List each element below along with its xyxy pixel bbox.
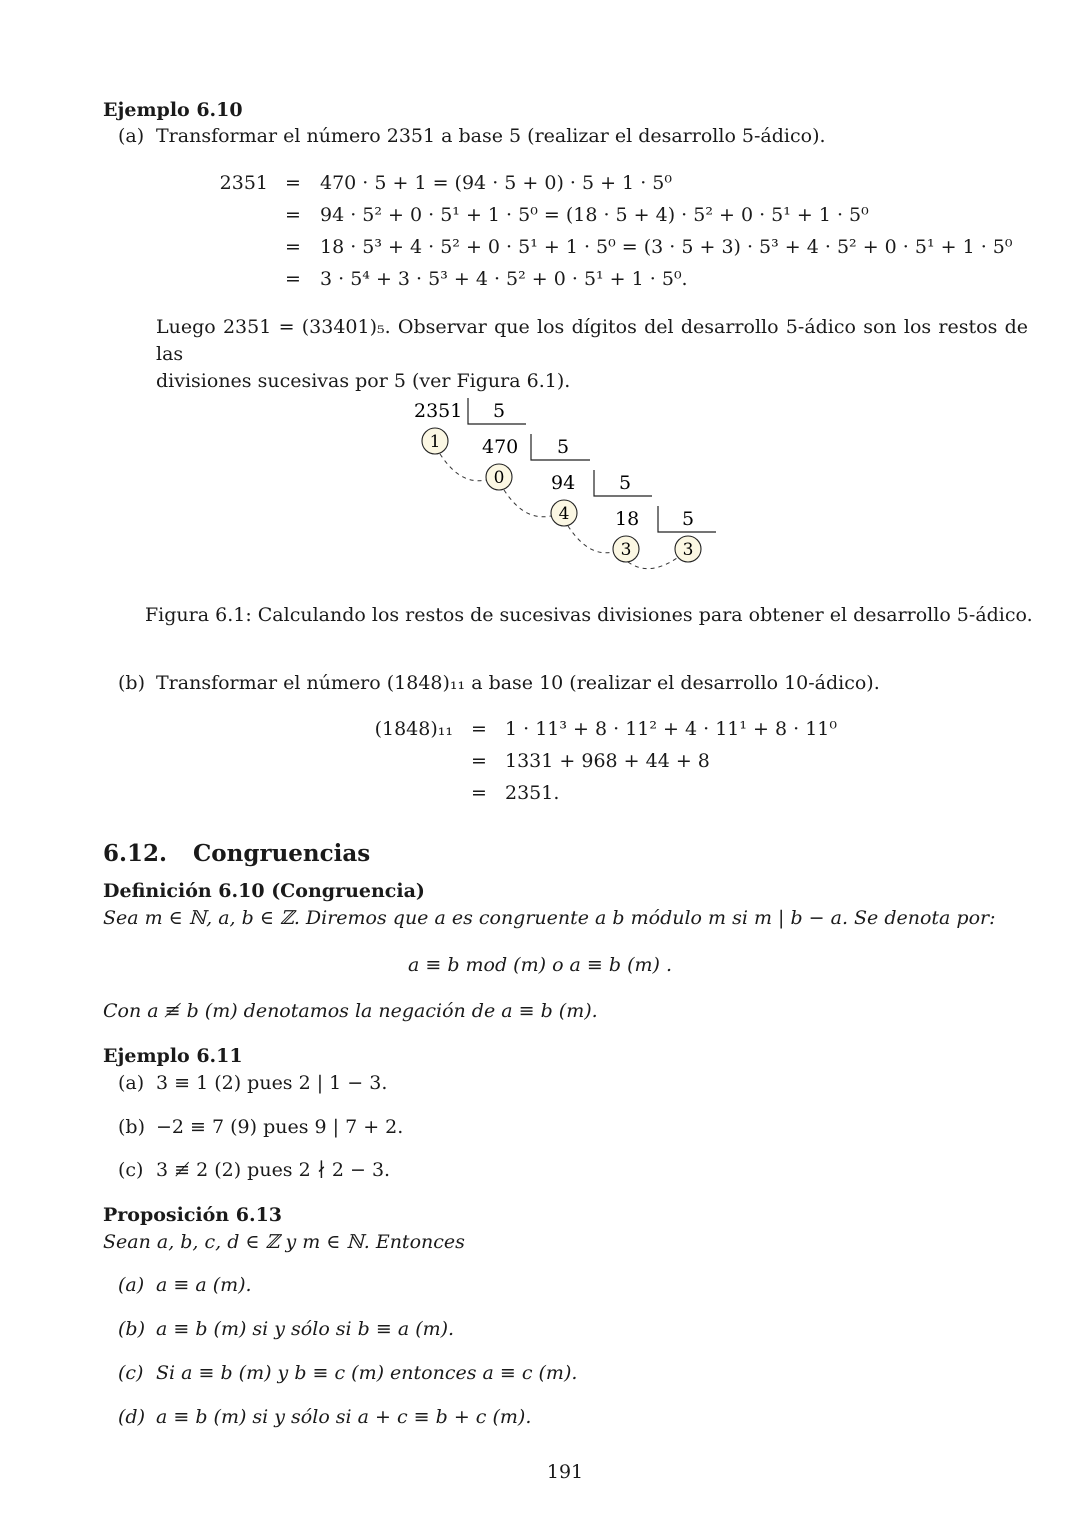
divisor-3: 5 xyxy=(619,472,632,494)
figure-caption: Figura 6.1: Calculando los restos de sucesivas divisiones para obtener el desarrollo 5-ádico. xyxy=(145,604,1033,626)
ex611-a-text: 3 ≡ 1 (2) pues 2 | 1 − 3. xyxy=(156,1072,388,1094)
ex611-b-label: (b) xyxy=(118,1116,145,1138)
eq-lhs: 2351 xyxy=(219,172,268,194)
definition-negation: Con a ≢ b (m) denotamos la negación de a ≡ b (m). xyxy=(103,1000,598,1022)
connector-4 xyxy=(628,558,677,569)
remainder-3: 4 xyxy=(558,504,570,524)
prop-d-text: a ≡ b (m) si y sólo si a + c ≡ b + c (m). xyxy=(156,1406,532,1428)
dividend-18: 18 xyxy=(615,508,640,530)
b-line-1: 1 · 11³ + 8 · 11² + 4 · 11¹ + 8 · 11⁰ xyxy=(505,718,837,740)
proposition-intro: Sean a, b, c, d ∈ ℤ y m ∈ ℕ. Entonces xyxy=(103,1231,465,1253)
part-b-label: (b) xyxy=(118,672,145,694)
eq-sign-1: = xyxy=(285,172,301,194)
definition-display: a ≡ b mod (m) o a ≡ b (m) . xyxy=(408,954,672,976)
prop-b-label: (b) xyxy=(118,1318,145,1340)
prop-a-text: a ≡ a (m). xyxy=(156,1274,252,1296)
luego-line-2: divisiones sucesivas por 5 (ver Figura 6.1). xyxy=(156,370,571,392)
connector-1 xyxy=(440,454,486,481)
prop-d-label: (d) xyxy=(118,1406,145,1428)
page-number: 191 xyxy=(546,1461,584,1483)
luego-line-1: Luego 2351 = (33401)₅. Observar que los dígitos del desarrollo 5-ádico son los restos de las xyxy=(156,316,1028,365)
b-line-3: 2351. xyxy=(505,782,560,804)
eq-sign-2: = xyxy=(285,204,301,226)
dividend-94: 94 xyxy=(551,472,576,494)
section-number: 6.12. xyxy=(103,840,168,867)
division-figure xyxy=(400,392,730,578)
definition-text: Sea m ∈ ℕ, a, b ∈ ℤ. Diremos que a es congruente a b módulo m si m | b − a. Se denota por: xyxy=(103,907,996,929)
definition-title: Definición 6.10 (Congruencia) xyxy=(103,880,425,902)
divisor-1: 5 xyxy=(493,400,506,422)
part-b-text: Transformar el número (1848)₁₁ a base 10 (realizar el desarrollo 10-ádico). xyxy=(156,672,880,694)
eq-line-2: 94 · 5² + 0 · 5¹ + 1 · 5⁰ = (18 · 5 + 4) · 5² + 0 · 5¹ + 1 · 5⁰ xyxy=(320,204,869,226)
dividend-2351: 2351 xyxy=(414,400,463,422)
divisor-2: 5 xyxy=(557,436,570,458)
eq-sign-3: = xyxy=(285,236,301,258)
b-eq-sign-2: = xyxy=(471,750,487,772)
prop-b-text: a ≡ b (m) si y sólo si b ≡ a (m). xyxy=(156,1318,455,1340)
ex611-c-text: 3 ≢ 2 (2) pues 2 ∤ 2 − 3. xyxy=(156,1159,391,1181)
b-eq-sign-1: = xyxy=(471,718,487,740)
part-a-text: Transformar el número 2351 a base 5 (realizar el desarrollo 5-ádico). xyxy=(156,125,826,147)
b-eq-sign-3: = xyxy=(471,782,487,804)
luego-paragraph xyxy=(156,314,1028,395)
example-6-10-title: Ejemplo 6.10 xyxy=(103,99,243,121)
b-lhs: (1848)₁₁ xyxy=(374,718,453,740)
remainder-4: 3 xyxy=(620,540,632,560)
ex611-c-label: (c) xyxy=(118,1159,144,1181)
eq-sign-4: = xyxy=(285,268,301,290)
part-a-label: (a) xyxy=(118,125,145,147)
remainder-5: 3 xyxy=(682,540,694,560)
remainder-1: 1 xyxy=(429,432,441,452)
eq-line-1: 470 · 5 + 1 = (94 · 5 + 0) · 5 + 1 · 5⁰ xyxy=(320,172,672,194)
dividend-470: 470 xyxy=(482,436,519,458)
proposition-title: Proposición 6.13 xyxy=(103,1204,283,1226)
example-6-11-title: Ejemplo 6.11 xyxy=(103,1045,243,1067)
prop-c-label: (c) xyxy=(118,1362,144,1384)
eq-line-3: 18 · 5³ + 4 · 5² + 0 · 5¹ + 1 · 5⁰ = (3 · 5 + 3) · 5³ + 4 · 5² + 0 · 5¹ + 1 · 5⁰ xyxy=(320,236,1013,258)
section-title: Congruencias xyxy=(193,840,371,867)
ex611-a-label: (a) xyxy=(118,1072,145,1094)
connector-3 xyxy=(568,526,613,553)
remainder-2: 0 xyxy=(493,468,505,488)
eq-line-4: 3 · 5⁴ + 3 · 5³ + 4 · 5² + 0 · 5¹ + 1 · 5⁰. xyxy=(320,268,688,290)
ex611-b-text: −2 ≡ 7 (9) pues 9 | 7 + 2. xyxy=(156,1116,404,1138)
connector-2 xyxy=(504,490,551,517)
divisor-4: 5 xyxy=(682,508,695,530)
b-line-2: 1331 + 968 + 44 + 8 xyxy=(505,750,710,772)
prop-a-label: (a) xyxy=(118,1274,145,1296)
prop-c-text: Si a ≡ b (m) y b ≡ c (m) entonces a ≡ c (m). xyxy=(156,1362,578,1384)
